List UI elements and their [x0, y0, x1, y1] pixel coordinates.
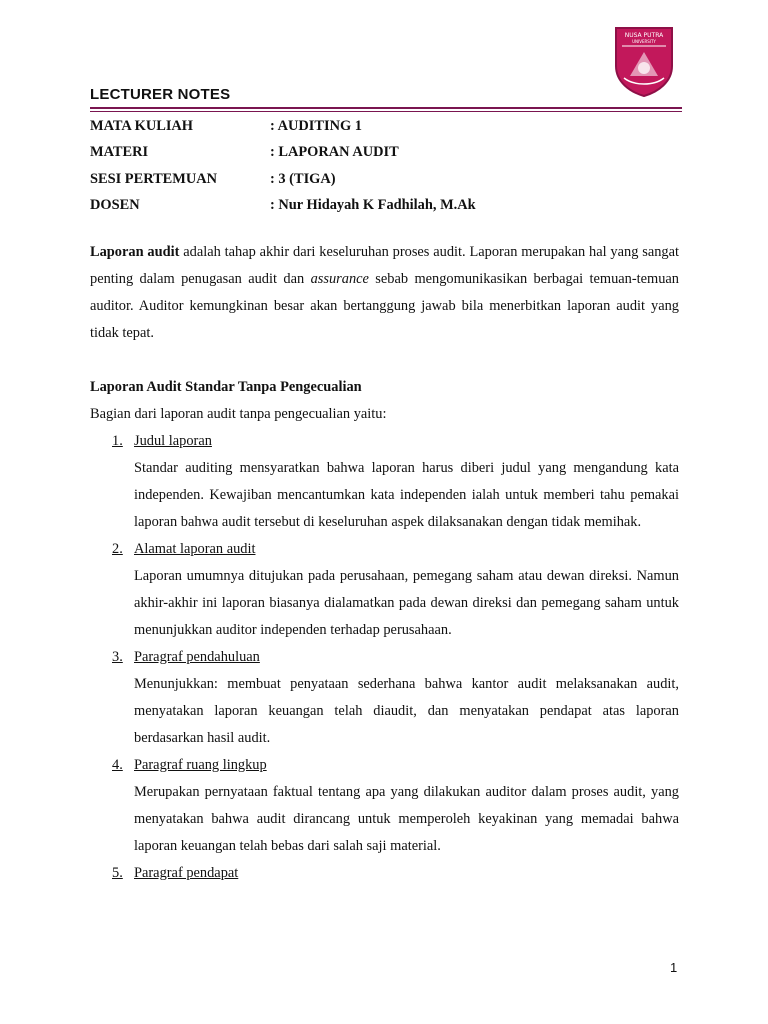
meta-key: MATA KULIAH — [90, 117, 194, 134]
item-number: 2. — [112, 541, 123, 557]
intro-italic: assurance — [310, 271, 369, 287]
item-number: 5. — [112, 865, 123, 881]
svg-text:UNIVERSITY: UNIVERSITY — [632, 39, 656, 44]
section-heading: Laporan Audit Standar Tanpa Pengecualian — [90, 379, 362, 395]
meta-row — [90, 166, 476, 193]
course-info — [90, 113, 476, 219]
header-rule — [90, 107, 682, 109]
intro-text-2: sebab mengomunikasikan berbagai temuan-temuan auditor. Auditor kemungkinan besar akan bertanggung jawab bila menerbitkan laporan audit yang tidak tepat. — [90, 271, 679, 341]
list-item — [90, 644, 679, 671]
header-rule-thin — [90, 111, 682, 112]
list-item — [90, 428, 679, 455]
intro-lead: Laporan audit — [90, 244, 180, 260]
meta-value: : AUDITING 1 — [270, 117, 362, 134]
item-description: Standar auditing mensyaratkan bahwa laporan harus diberi judul yang mengandung kata independen. Kewajiban mencantumkan kata independen ialah untuk memberi tahu pemakai laporan bahwa audit tersebut di keseluruhan aspek dilaksanakan dengan tidak memihak. — [134, 460, 679, 530]
item-number: 1. — [112, 433, 123, 449]
meta-value: : 3 (TIGA) — [270, 170, 336, 187]
item-label: Alamat laporan audit — [134, 541, 256, 557]
meta-row — [90, 193, 476, 220]
item-label: Judul laporan — [134, 433, 212, 449]
meta-row — [90, 113, 476, 140]
meta-key: MATERI — [90, 144, 149, 161]
meta-key: DOSEN — [90, 197, 140, 214]
intro-text-1: adalah tahap akhir dari keseluruhan proses audit. Laporan merupakan hal yang sangat penting dalam penugasan audit dan — [90, 244, 679, 287]
svg-text:NUSA PUTRA: NUSA PUTRA — [624, 32, 664, 39]
item-description: Laporan umumnya ditujukan pada perusahaan, pemegang saham atau dewan direksi. Namun akhir-akhir ini laporan biasanya dialamatkan pada dewan direksi dan pemegang saham untuk menunjukkan auditor independen terhadap perusahaan. — [134, 568, 679, 638]
intro-paragraph — [90, 239, 679, 347]
item-label: Paragraf ruang lingkup — [134, 757, 267, 773]
page-number: 1 — [670, 960, 678, 975]
list-item — [90, 860, 679, 887]
item-description: Merupakan pernyataan faktual tentang apa yang dilakukan auditor dalam proses audit, yang menyatakan bahwa audit dirancang untuk memperoleh keyakinan yang memadai bahwa laporan keuangan telah bebas dari salah saji material. — [134, 784, 679, 854]
meta-value: : Nur Hidayah K Fadhilah, M.Ak — [270, 197, 476, 214]
item-label: Paragraf pendahuluan — [134, 649, 260, 665]
meta-key: SESI PERTEMUAN — [90, 170, 218, 187]
item-number: 4. — [112, 757, 123, 773]
meta-value: : LAPORAN AUDIT — [270, 144, 399, 161]
list-item — [90, 752, 679, 779]
item-number: 3. — [112, 649, 123, 665]
section-lead: Bagian dari laporan audit tanpa pengecualian yaitu: — [90, 406, 387, 422]
meta-row — [90, 140, 476, 167]
page-title: LECTURER NOTES — [90, 86, 231, 103]
item-description: Menunjukkan: membuat penyataan sederhana bahwa kantor audit melaksanakan audit, menyatakan laporan keuangan telah diaudit, dan menyatakan pendapat atas laporan berdasarkan hasil audit. — [134, 676, 679, 746]
notes-body — [90, 239, 679, 887]
item-label: Paragraf pendapat — [134, 865, 239, 881]
crest-icon — [612, 26, 676, 98]
list-item — [90, 536, 679, 563]
university-logo — [612, 26, 676, 98]
